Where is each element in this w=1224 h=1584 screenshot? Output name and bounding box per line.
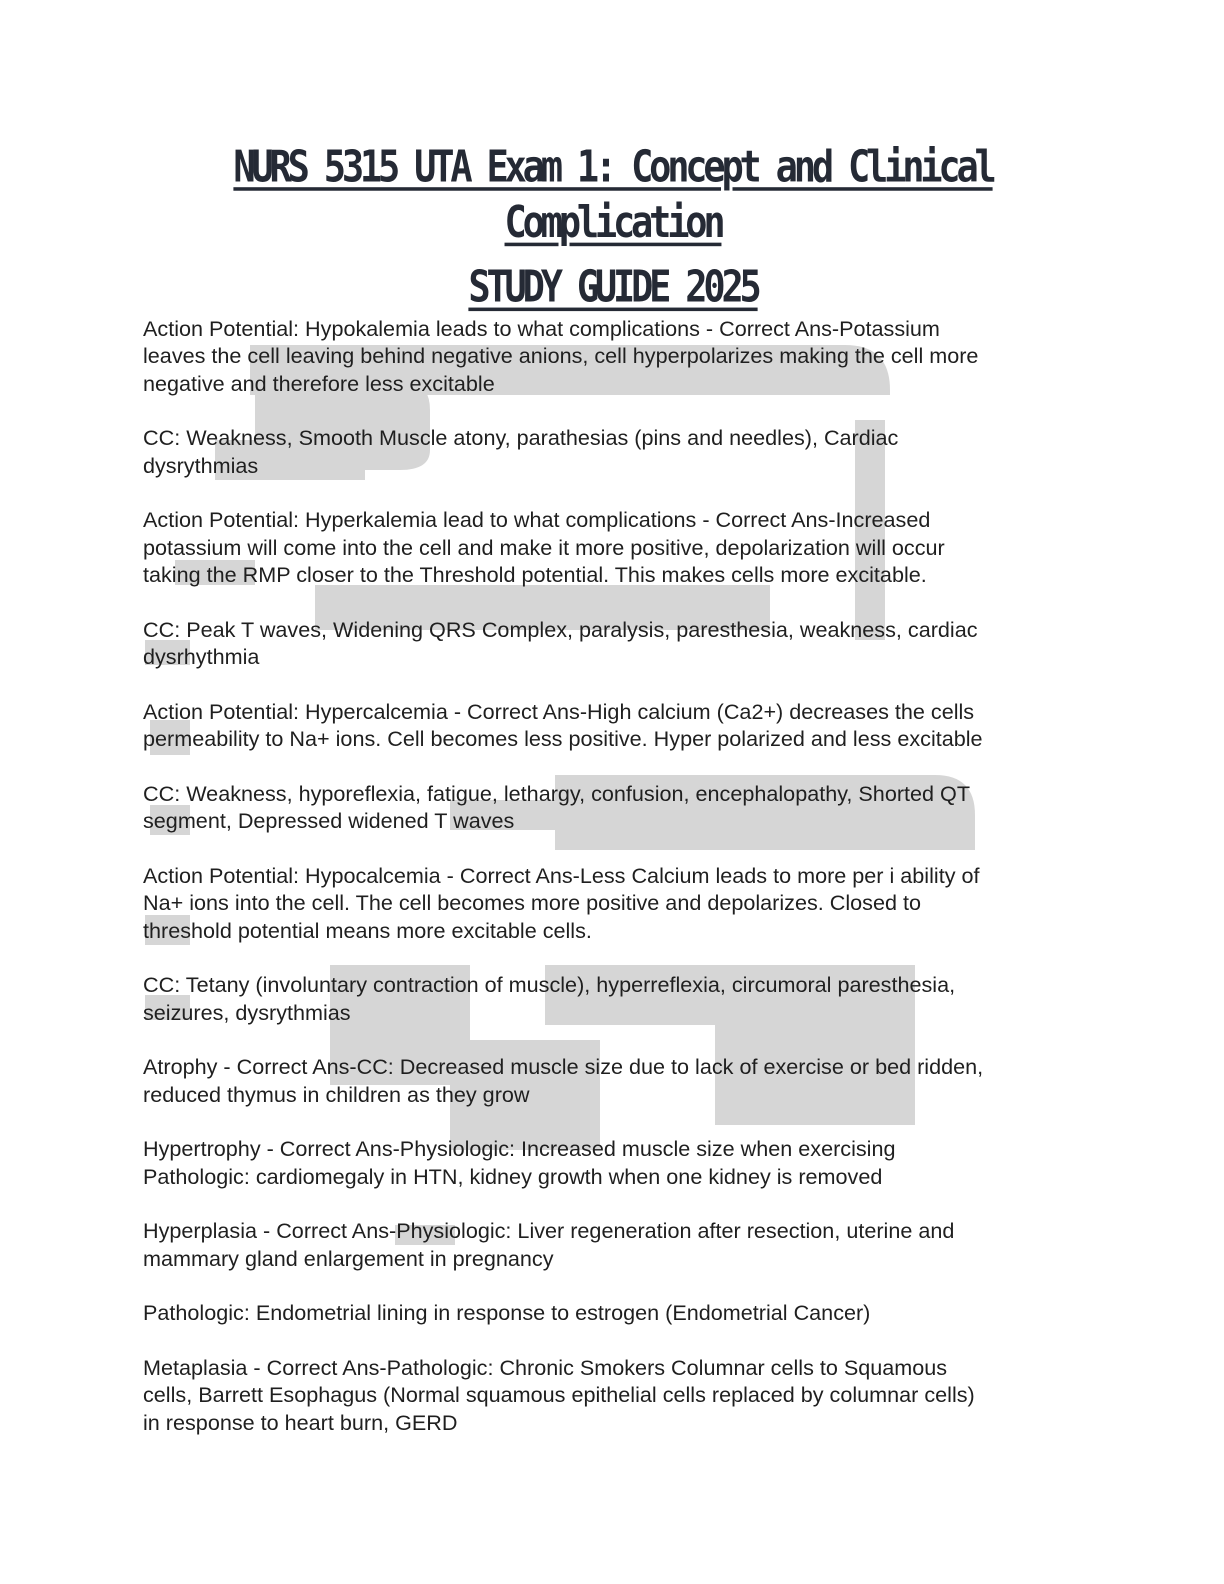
entry-hypokalemia: Action Potential: Hypokalemia leads to what complications - Correct Ans-Potassium leaves the cell leaving behind negative anions, cell hyperpolarizes making the cell more negative and therefore less excitable [143, 315, 979, 396]
entry-hypocalcemia: Action Potential: Hypocalcemia - Correct Ans-Less Calcium leads to more per i ability of Na+ ions into the cell. The cell becomes more positive and depolarizes. Closed to threshold potential means more excitable cells. [143, 862, 980, 943]
document-content [143, 140, 1083, 1463]
entry-atrophy: Atrophy - Correct Ans-CC: Decreased muscle size due to lack of exercise or bed ridden, reduced thymus in children as they grow [143, 1054, 984, 1107]
entry-hypokalemia-cc: CC: Weakness, Smooth Muscle atony, parathesias (pins and needles), Cardiac dysrythmias [143, 425, 899, 478]
entry-hypocalcemia-cc: CC: Tetany (involuntary contraction of muscle), hyperreflexia, circumoral paresthesia, seizures, dysrythmias [143, 972, 956, 1025]
entry-hyperplasia: Hyperplasia - Correct Ans-Physiologic: Liver regeneration after resection, uterine and mammary gland enlargement in pregnancy [143, 1218, 955, 1271]
title-line-2: STUDY GUIDE 2025 [468, 261, 758, 313]
title-line-1: NURS 5315 UTA Exam 1: Concept and Clinical Complication [233, 141, 993, 248]
entry-hyperkalemia: Action Potential: Hyperkalemia lead to what complications - Correct Ans-Increased potassium will come into the cell and make it more positive, depolarization will occur taking the RMP closer to the Threshold potential. This makes cells more excitable. [143, 507, 945, 588]
entry-hypertrophy: Hypertrophy - Correct Ans-Physiologic: Increased muscle size when exercising Pathologic: cardiomegaly in HTN, kidney growth when one kidney is removed [143, 1136, 896, 1189]
entry-hyperkalemia-cc: CC: Peak T waves, Widening QRS Complex, paralysis, paresthesia, weakness, cardiac dysrhythmia [143, 616, 978, 670]
entry-metaplasia: Metaplasia - Correct Ans-Pathologic: Chronic Smokers Columnar cells to Squamous cells, Barrett Esophagus (Normal squamous epithelial cells replaced by columnar cells) in response to heart burn, GERD [143, 1354, 975, 1435]
entry-pathologic-endometrial: Pathologic: Endometrial lining in response to estrogen (Endometrial Cancer) [143, 1300, 871, 1326]
entry-hypercalcemia: Action Potential: Hypercalcemia - Correct Ans-High calcium (Ca2+) decreases the cells permeability to Na+ ions. Cell becomes less positive. Hyper polarized and less excitable [143, 698, 983, 752]
entry-hypercalcemia-cc: CC: Weakness, hyporeflexia, fatigue, lethargy, confusion, encephalopathy, Shorted QT segment, Depressed widened T waves [143, 780, 971, 834]
document-title [143, 140, 1083, 316]
